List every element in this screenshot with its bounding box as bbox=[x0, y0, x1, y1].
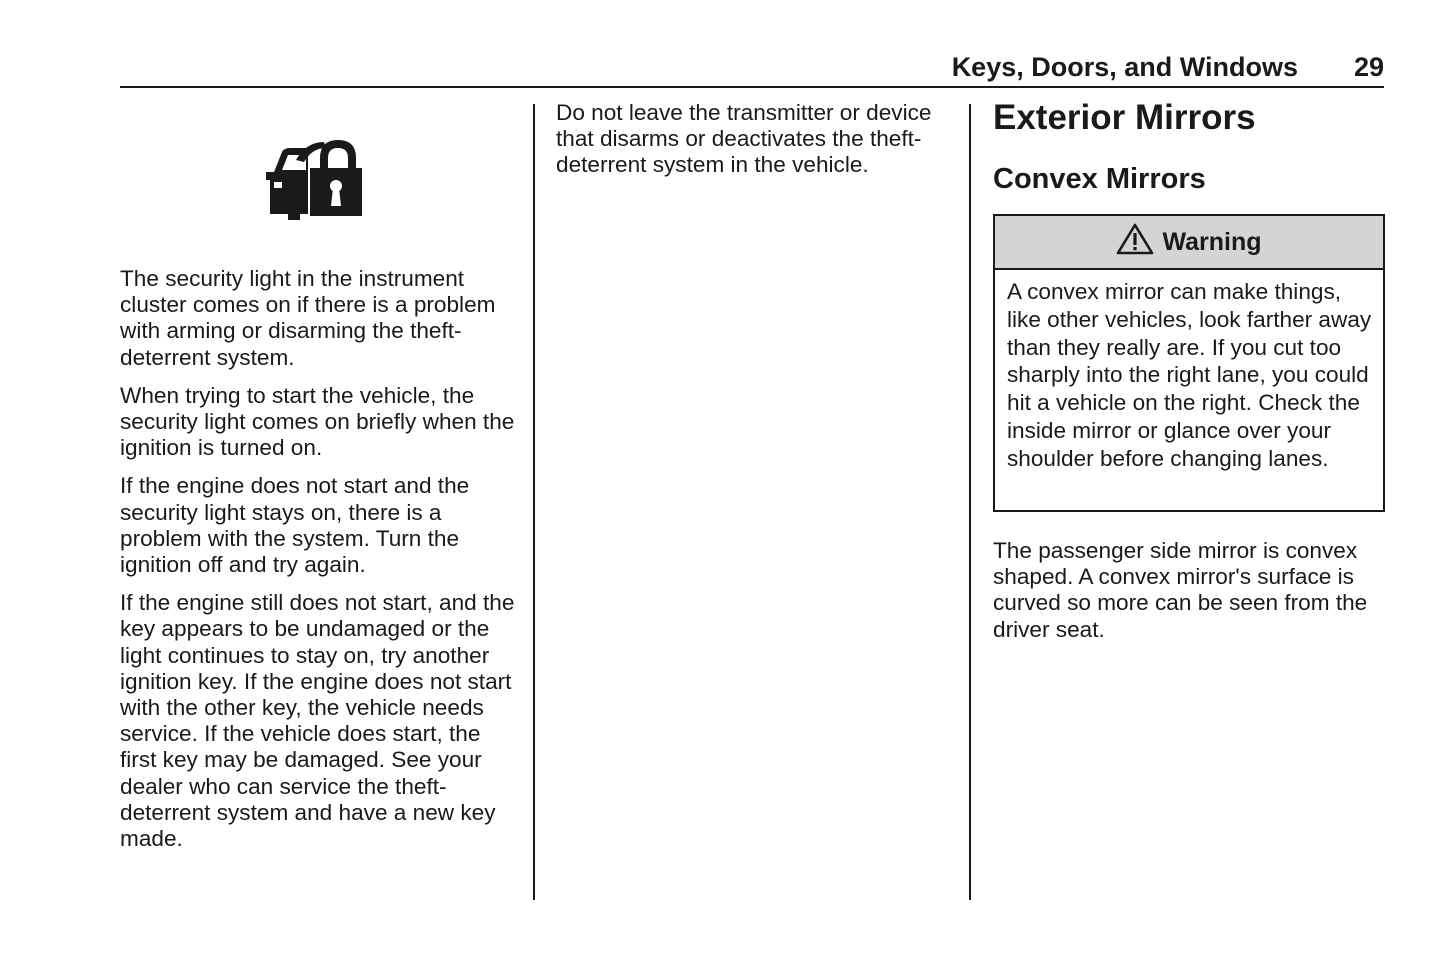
page-header bbox=[120, 50, 1384, 88]
subsection-title: Convex Mirrors bbox=[993, 163, 1206, 195]
left-paragraph: When trying to start the vehicle, the security light comes on briefly when the ignition is turned on. bbox=[120, 382, 515, 461]
warning-text: A convex mirror can make things, like other vehicles, look farther away than they really are. If you cut too sharply into the right lane, you could hit a vehicle on the right. Check the inside mirror or glance over your shoulder before changing lanes. bbox=[1007, 279, 1372, 471]
page-number: 29 bbox=[1353, 52, 1384, 82]
column-divider-right bbox=[969, 104, 971, 900]
left-paragraph: If the engine still does not start, and the key appears to be undamaged or the light continues to stay on, try another ignition key. If the engine does not start with the other key, the vehicle needs service. If the vehicle does start, the first key may be damaged. See your dealer who can service the theft-deterrent system and have a new key made. bbox=[120, 590, 515, 852]
right-paragraph: The passenger side mirror is convex shaped. A convex mirror's surface is curved so more can be seen from the driver seat. bbox=[993, 538, 1368, 642]
warning-label: Warning bbox=[1162, 227, 1262, 256]
security-light-icon bbox=[262, 138, 366, 220]
middle-paragraph: Do not leave the transmitter or device that disarms or deactivates the theft-deterrent system in the vehicle. bbox=[556, 100, 932, 178]
left-paragraph: The security light in the instrument cluster comes on if there is a problem with arming or disarming the theft-deterrent system. bbox=[120, 266, 496, 370]
warning-box bbox=[993, 214, 1385, 512]
header-title: Keys, Doors, and Windows bbox=[951, 52, 1298, 82]
section-title: Exterior Mirrors bbox=[993, 98, 1256, 137]
warning-triangle-icon bbox=[1116, 223, 1154, 255]
warning-header bbox=[995, 216, 1383, 270]
column-divider-left bbox=[533, 104, 535, 900]
left-paragraph: If the engine does not start and the security light stays on, there is a problem with the system. Turn the ignition off and try again. bbox=[120, 473, 470, 578]
